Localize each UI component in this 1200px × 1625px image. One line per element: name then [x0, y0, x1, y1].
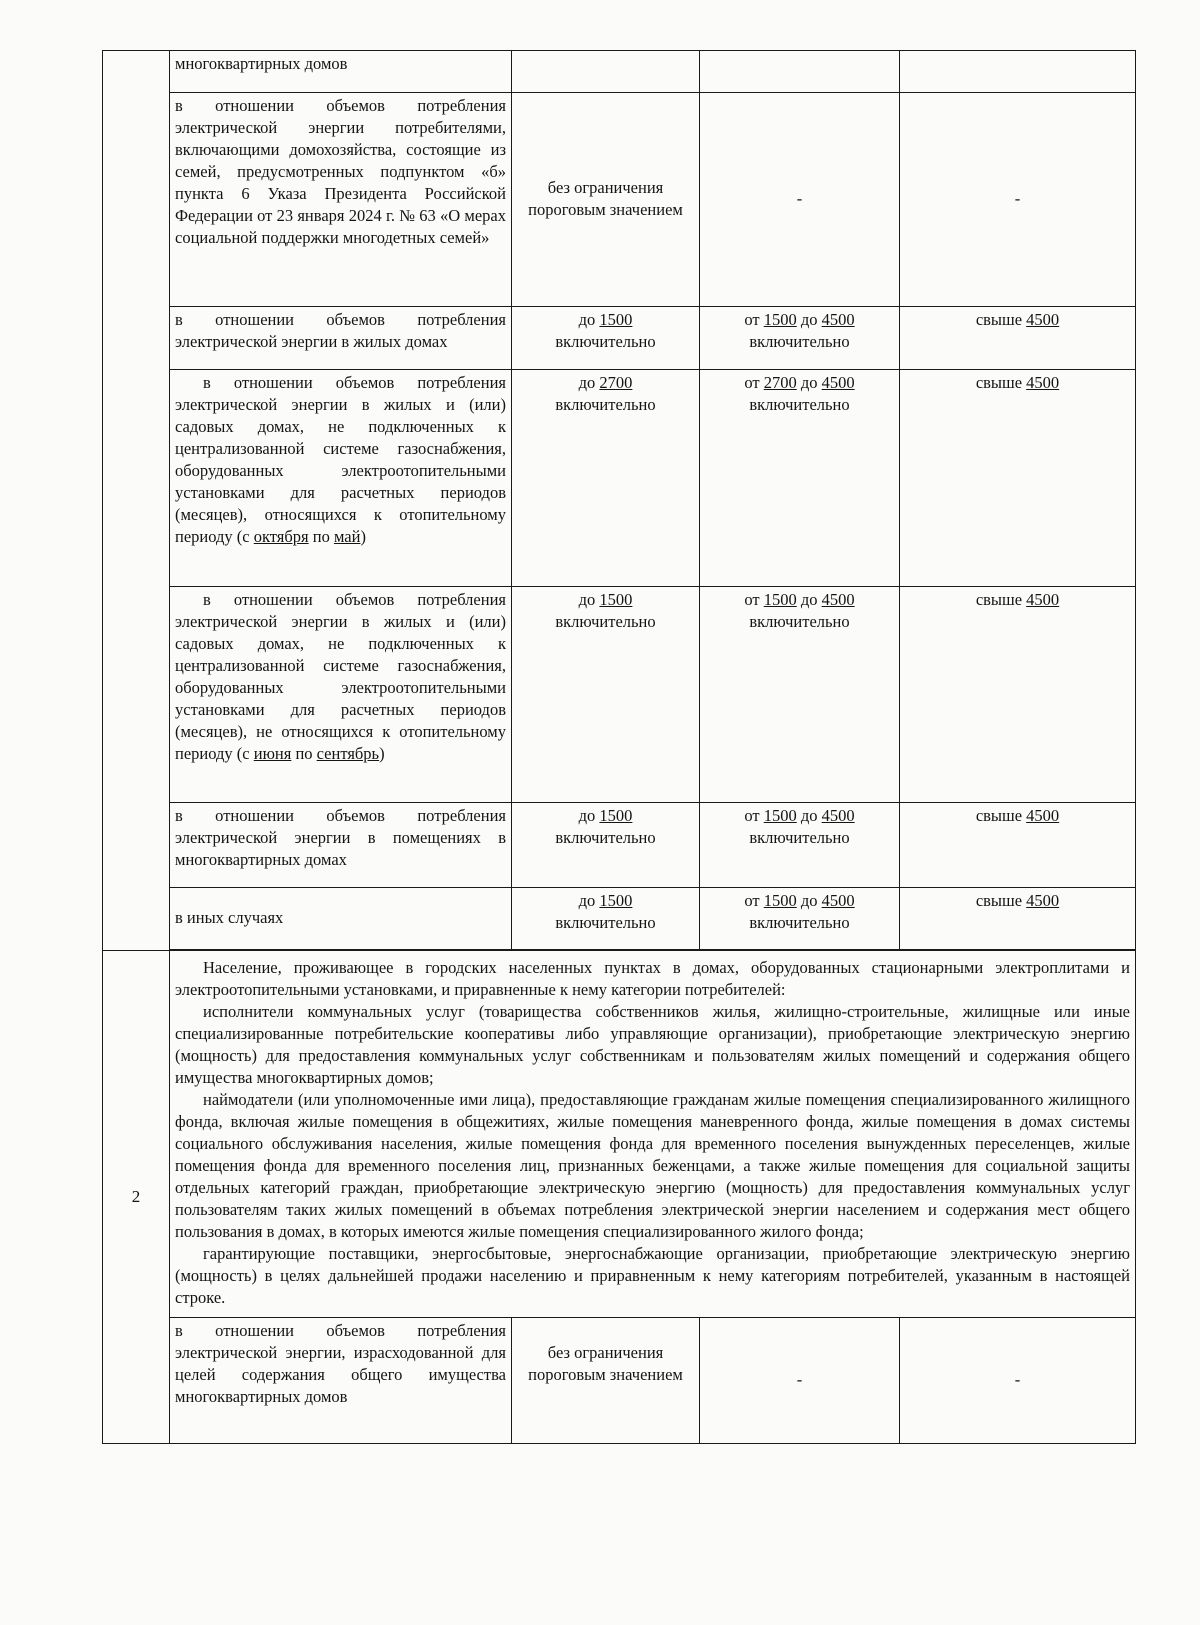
prefix: от [744, 310, 764, 329]
threshold-cell [900, 51, 1136, 93]
threshold-text: без ограничения пороговым значением [528, 1343, 683, 1384]
infix: до [796, 891, 822, 910]
prefix: свыше [975, 590, 1027, 609]
prefix: свыше [975, 806, 1027, 825]
value: 4500 [821, 310, 855, 329]
prefix: от [744, 891, 764, 910]
threshold-cell [700, 51, 900, 93]
paragraph: исполнители коммунальных услуг (товарищества собственников жилья, жилищно-строительные, жилищные или иные специализированные потребительские кооперативы либо управляющие организации), приобретающие электрическую энергию (мощность) для предоставления коммунальных услуг собственникам и пользователям жилых помещений и содержания общего имущества многоквартирных домов; [175, 1002, 1130, 1087]
infix: до [796, 590, 822, 609]
paragraph: гарантирующие поставщики, энергосбытовые, энергоснабжающие организации, приобретающие электрическую энергию (мощность) в целях дальнейшей продажи населению и приравненным к нему категориям потребителей, указанным в настоящей строке. [175, 1244, 1130, 1307]
description-cell [170, 370, 512, 587]
prefix: до [578, 310, 600, 329]
suffix: включительно [749, 612, 850, 631]
suffix: включительно [749, 395, 850, 414]
description-cell: в отношении объемов потребления электрической энергии, израсходованной для целей содержания общего имущества многоквартирных домов [170, 1318, 512, 1444]
value: 2700 [599, 373, 633, 392]
value: 1500 [599, 806, 633, 825]
value: 4500 [1026, 806, 1060, 825]
row-number-cell [103, 51, 170, 951]
value: 4500 [1026, 891, 1060, 910]
threshold-cell [700, 803, 900, 888]
month-to: сентябрь [316, 744, 380, 763]
suffix: включительно [749, 828, 850, 847]
prefix: до [578, 373, 600, 392]
threshold-cell [700, 888, 900, 950]
value: 4500 [1026, 373, 1060, 392]
infix: до [796, 310, 822, 329]
infix: до [796, 373, 822, 392]
table-row [103, 888, 1136, 950]
prefix: от [744, 590, 764, 609]
value: 1500 [763, 891, 797, 910]
value: 4500 [1026, 590, 1060, 609]
value: 1500 [599, 590, 633, 609]
value: 4500 [821, 806, 855, 825]
threshold-cell [512, 51, 700, 93]
threshold-cell [700, 370, 900, 587]
value: 1500 [763, 590, 797, 609]
description-text: ) [360, 527, 366, 546]
tariff-table [102, 50, 1136, 1444]
threshold-cell: - [700, 1318, 900, 1444]
prefix: свыше [975, 310, 1027, 329]
prefix: свыше [975, 373, 1027, 392]
suffix: включительно [555, 612, 656, 631]
value: 1500 [599, 891, 633, 910]
threshold-cell [512, 307, 700, 370]
category-description [170, 951, 1136, 1318]
suffix: включительно [749, 913, 850, 932]
threshold-cell [512, 803, 700, 888]
suffix: включительно [555, 332, 656, 351]
threshold-cell [700, 307, 900, 370]
threshold-cell [512, 1318, 700, 1444]
table-row [103, 307, 1136, 370]
suffix: включительно [555, 913, 656, 932]
table-row [103, 951, 1136, 1318]
description-text: по [291, 744, 317, 763]
description-cell [170, 587, 512, 803]
value: 4500 [821, 590, 855, 609]
paragraph: Население, проживающее в городских населенных пунктах в домах, оборудованных стационарными электроплитами и электроотопительными установками, и приравненные к нему категории потребителей: [175, 958, 1130, 999]
month-from: июня [253, 744, 292, 763]
prefix: свыше [975, 891, 1027, 910]
threshold-cell [512, 93, 700, 307]
row-number-cell: 2 [103, 951, 170, 1444]
threshold-cell [900, 370, 1136, 587]
prefix: до [578, 590, 600, 609]
table-row [103, 587, 1136, 803]
suffix: включительно [749, 332, 850, 351]
threshold-cell [900, 888, 1136, 950]
description-cell: в отношении объемов потребления электрической энергии в жилых домах [170, 307, 512, 370]
threshold-cell [900, 307, 1136, 370]
threshold-cell [512, 370, 700, 587]
threshold-cell [900, 803, 1136, 888]
value: 1500 [763, 806, 797, 825]
description-text: в отношении объемов потребления электрической энергии в жилых и (или) садовых домах, не подключенных к централизованной системе газоснабжения, оборудованных электроотопительными установками для расчетных периодов (месяцев), не относящихся к отопительному периоду (с [175, 590, 506, 763]
table-row [103, 51, 1136, 93]
suffix: включительно [555, 828, 656, 847]
month-to: май [333, 527, 361, 546]
description-text: ) [379, 744, 385, 763]
description-cell: многоквартирных домов [170, 51, 512, 93]
value: 4500 [821, 891, 855, 910]
description-cell: в отношении объемов потребления электрической энергии в помещениях в многоквартирных домах [170, 803, 512, 888]
infix: до [796, 806, 822, 825]
value: 4500 [1026, 310, 1060, 329]
prefix: от [744, 373, 764, 392]
threshold-cell [512, 888, 700, 950]
table-row [103, 803, 1136, 888]
threshold-cell [512, 587, 700, 803]
description-cell: в иных случаях [170, 888, 512, 950]
value: 1500 [599, 310, 633, 329]
table-row [103, 370, 1136, 587]
value: 4500 [821, 373, 855, 392]
table-row [103, 1318, 1136, 1444]
description-text: в отношении объемов потребления электрической энергии в жилых и (или) садовых домах, не подключенных к централизованной системе газоснабжения, оборудованных электроотопительными установками для расчетных периодов (месяцев), относящихся к отопительному периоду (с [175, 373, 506, 546]
threshold-cell [900, 587, 1136, 803]
value: 1500 [763, 310, 797, 329]
suffix: включительно [555, 395, 656, 414]
threshold-text: без ограничения пороговым значением [528, 178, 683, 219]
value: 2700 [763, 373, 797, 392]
threshold-cell: - [900, 93, 1136, 307]
threshold-cell: - [700, 93, 900, 307]
prefix: от [744, 806, 764, 825]
month-from: октября [253, 527, 309, 546]
threshold-cell: - [900, 1318, 1136, 1444]
prefix: до [578, 806, 600, 825]
prefix: до [578, 891, 600, 910]
description-cell: в отношении объемов потребления электрической энергии потребителями, включающими домохозяйства, состоящие из семей, предусмотренных подпунктом «б» пункта 6 Указа Президента Российской Федерации от 23 января 2024 г. № 63 «О мерах социальной поддержки многодетных семей» [170, 93, 512, 307]
paragraph: наймодатели (или уполномоченные ими лица), предоставляющие гражданам жилые помещения специализированного жилищного фонда, включая жилые помещения в общежитиях, жилые помещения маневренного фонда, жилые помещения в домах системы социального обслуживания населения, жилые помещения фонда для временного поселения вынужденных переселенцев, жилые помещения фонда для временного поселения лиц, признанных беженцами, а также жилые помещения для социальной защиты отдельных категорий граждан, приобретающие электрическую энергию (мощность) для предоставления коммунальных услуг пользователям таких жилых помещений в объемах потребления электрической энергии населением и содержания мест общего пользования в домах, в которых имеются жилые помещения специализированного жилого фонда; [175, 1090, 1130, 1241]
threshold-cell [700, 587, 900, 803]
description-text: по [308, 527, 334, 546]
table-row [103, 93, 1136, 307]
